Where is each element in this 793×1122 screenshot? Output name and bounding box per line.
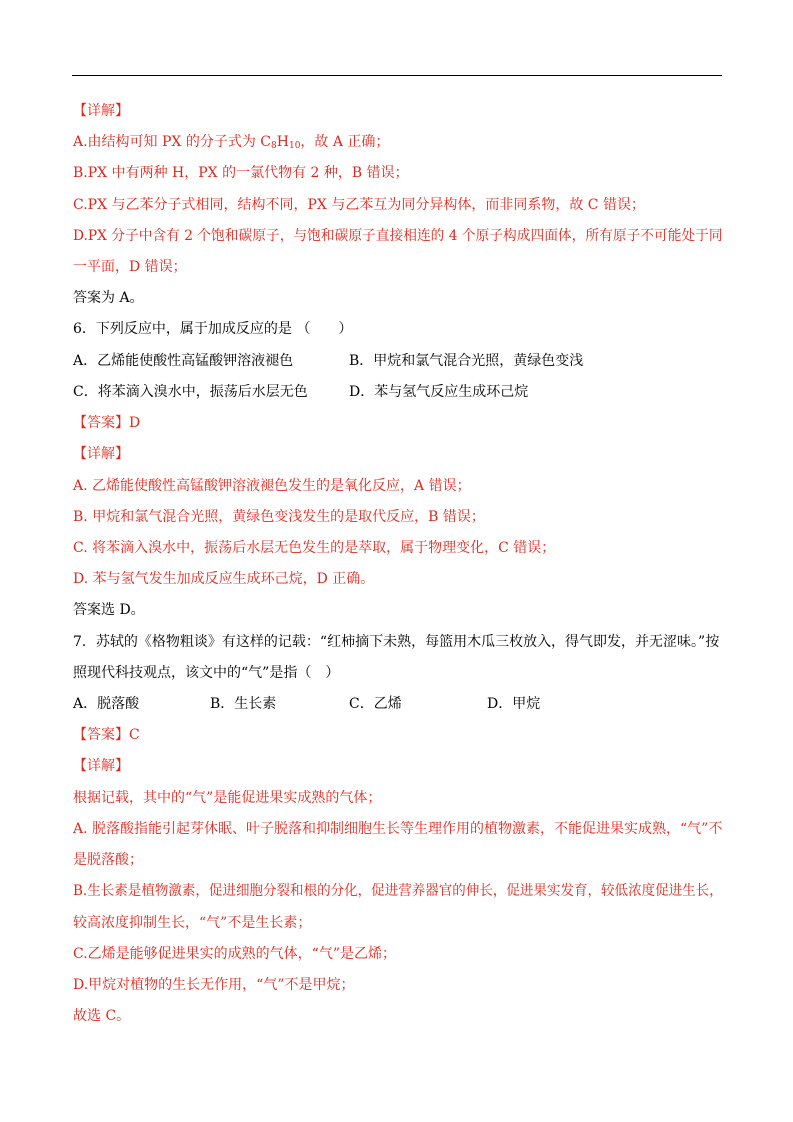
q6-stem: 6．下列反应中，属于加成反应的是 （ ） bbox=[73, 321, 353, 337]
header-rule bbox=[72, 75, 722, 76]
q7-intro: 根据记载，其中的“气”是能促进果实成熟的气体； bbox=[73, 790, 382, 806]
q5-explanation-a: A.由结构可知 PX 的分子式为 $C_8H_{10}$，故 A 正确； bbox=[73, 134, 390, 151]
q5-detail-label: 【详解】 bbox=[73, 103, 129, 119]
q7-option-a: A．脱落酸 bbox=[73, 696, 140, 712]
q7-explanation-b-line1: B.生长素是植物激素，促进细胞分裂和根的分化，促进营养器官的伸长，促进果实发育，较低浓度促进生长， bbox=[73, 883, 723, 899]
q6-explanation-b: B. 甲烷和氯气混合光照，黄绿色变浅发生的是取代反应，B 错误； bbox=[73, 509, 485, 525]
q7-explanation-c: C.乙烯是能够促进果实的成熟的气体，“气”是乙烯； bbox=[73, 946, 396, 962]
q5-explanation-b: B.PX 中有两种 H，PX 的一氯代物有 2 种，B 错误； bbox=[73, 165, 409, 181]
q7-stem-line2: 照现代科技观点，该文中的“气”是指（ ） bbox=[73, 665, 340, 681]
q5-answer: 答案为 A。 bbox=[73, 290, 144, 306]
q6-option-d: D．苯与氢气反应生成环己烷 bbox=[349, 384, 529, 400]
q5-explanation-d-line1: D.PX 分子中含有 2 个饱和碳原子，与饱和碳原子直接相连的 4 个原子构成四面体，所有原子不可能处于同 bbox=[73, 228, 723, 244]
q7-answer: 【答案】C bbox=[73, 727, 140, 743]
q7-option-b: B．生长素 bbox=[210, 696, 277, 712]
q6-option-a: A．乙烯能使酸性高锰酸钾溶液褪色 bbox=[73, 353, 294, 369]
q7-choose: 故选 C。 bbox=[73, 1008, 131, 1024]
q6-answer: 【答案】D bbox=[73, 415, 141, 431]
q6-explanation-a: A. 乙烯能使酸性高锰酸钾溶液褪色发生的是氧化反应，A 错误； bbox=[73, 478, 471, 494]
q5-explanation-d-line2: 一平面，D 错误； bbox=[73, 259, 187, 275]
q7-stem-line1: 7．苏轼的《格物粗谈》有这样的记载：“红柿摘下未熟，每篮用木瓜三枚放入，得气即发，并无涩味。”按 bbox=[73, 634, 720, 650]
q6-option-c: C．将苯滴入溴水中，振荡后水层无色 bbox=[73, 384, 308, 400]
q6-explanation-c: C. 将苯滴入溴水中，振荡后水层无色发生的是萃取，属于物理变化，C 错误； bbox=[73, 540, 556, 556]
q7-explanation-a-line2: 是脱落酸； bbox=[73, 852, 143, 868]
q7-explanation-d: D.甲烷对植物的生长无作用，“气”不是甲烷； bbox=[73, 977, 355, 993]
q7-explanation-a-line1: A. 脱落酸指能引起芽休眠、叶子脱落和抑制细胞生长等生理作用的植物激素，不能促进果实成熟，“气”不 bbox=[73, 821, 723, 837]
q6-option-b: B．甲烷和氯气混合光照，黄绿色变浅 bbox=[349, 353, 584, 369]
q6-detail-label: 【详解】 bbox=[73, 446, 129, 462]
q7-option-d: D．甲烷 bbox=[487, 696, 541, 712]
q7-option-c: C．乙烯 bbox=[349, 696, 402, 712]
q6-choose: 答案选 D。 bbox=[73, 602, 145, 618]
q5-explanation-c: C.PX 与乙苯分子式相同，结构不同，PX 与乙苯互为同分异构体，而非同系物，故 C 错误； bbox=[73, 197, 645, 213]
q7-detail-label: 【详解】 bbox=[73, 758, 129, 774]
q7-explanation-b-line2: 较高浓度抑制生长，“气”不是生长素； bbox=[73, 915, 312, 931]
q6-explanation-d: D. 苯与氢气发生加成反应生成环己烷，D 正确。 bbox=[73, 571, 375, 587]
